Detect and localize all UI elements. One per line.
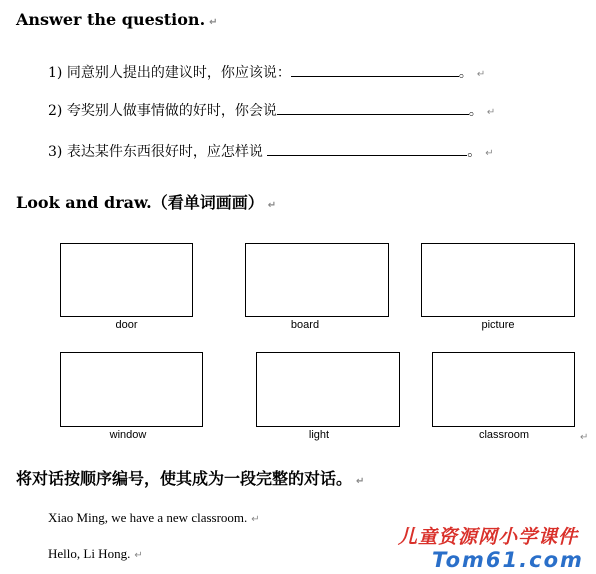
section-heading-dialogue: 将对话按顺序编号，使其成为一段完整的对话。 ↵ [16, 469, 365, 488]
question-1: 1) 同意别人提出的建议时，你应该说： 。 ↵ [48, 62, 485, 82]
section-heading-answer: Answer the question. ↵ [16, 10, 218, 29]
box-label-board: board [290, 319, 320, 331]
answer-blank-3[interactable] [267, 141, 467, 156]
drawing-box-classroom[interactable] [432, 352, 575, 427]
dialogue-line-1: Xiao Ming, we have a new classroom. ↵ [48, 510, 260, 525]
drawing-box-board[interactable] [245, 243, 389, 317]
drawing-box-picture[interactable] [421, 243, 575, 317]
box-label-window: window [109, 429, 147, 441]
answer-blank-1[interactable] [291, 62, 459, 77]
paragraph-mark-icon: ↵ [486, 107, 496, 118]
drawing-box-window[interactable] [60, 352, 203, 427]
section-heading-look-and-draw: Look and draw.（看单词画画） ↵ [16, 193, 277, 212]
box-label-door: door [115, 319, 138, 331]
box-label-picture: picture [481, 319, 515, 331]
answer-blank-2[interactable] [277, 100, 469, 115]
watermark-logo-url: Tom61.com [432, 548, 584, 572]
drawing-box-door[interactable] [60, 243, 193, 317]
drawing-box-light[interactable] [256, 352, 400, 427]
question-2: 2) 夸奖别人做事情做的好时，你会说 。 ↵ [48, 100, 495, 120]
paragraph-mark-icon: ↵ [251, 514, 260, 525]
dialogue-line-2: Hello, Li Hong. ↵ [48, 546, 143, 561]
paragraph-mark-icon: ↵ [485, 148, 494, 159]
paragraph-mark-icon: ↵ [134, 550, 143, 561]
paragraph-mark-icon: ↵ [267, 200, 277, 211]
watermark-logo-text: 儿童资源网小学课件 [398, 526, 579, 548]
question-3: 3) 表达某件东西很好时，应怎样说 。 ↵ [48, 141, 494, 161]
paragraph-mark-icon: ↵ [476, 69, 486, 80]
paragraph-mark-icon: ↵ [356, 476, 365, 487]
paragraph-mark-icon: ↵ [580, 432, 589, 443]
box-label-classroom: classroom [478, 429, 530, 441]
paragraph-mark-icon: ↵ [209, 17, 218, 28]
box-label-light: light [308, 429, 330, 441]
